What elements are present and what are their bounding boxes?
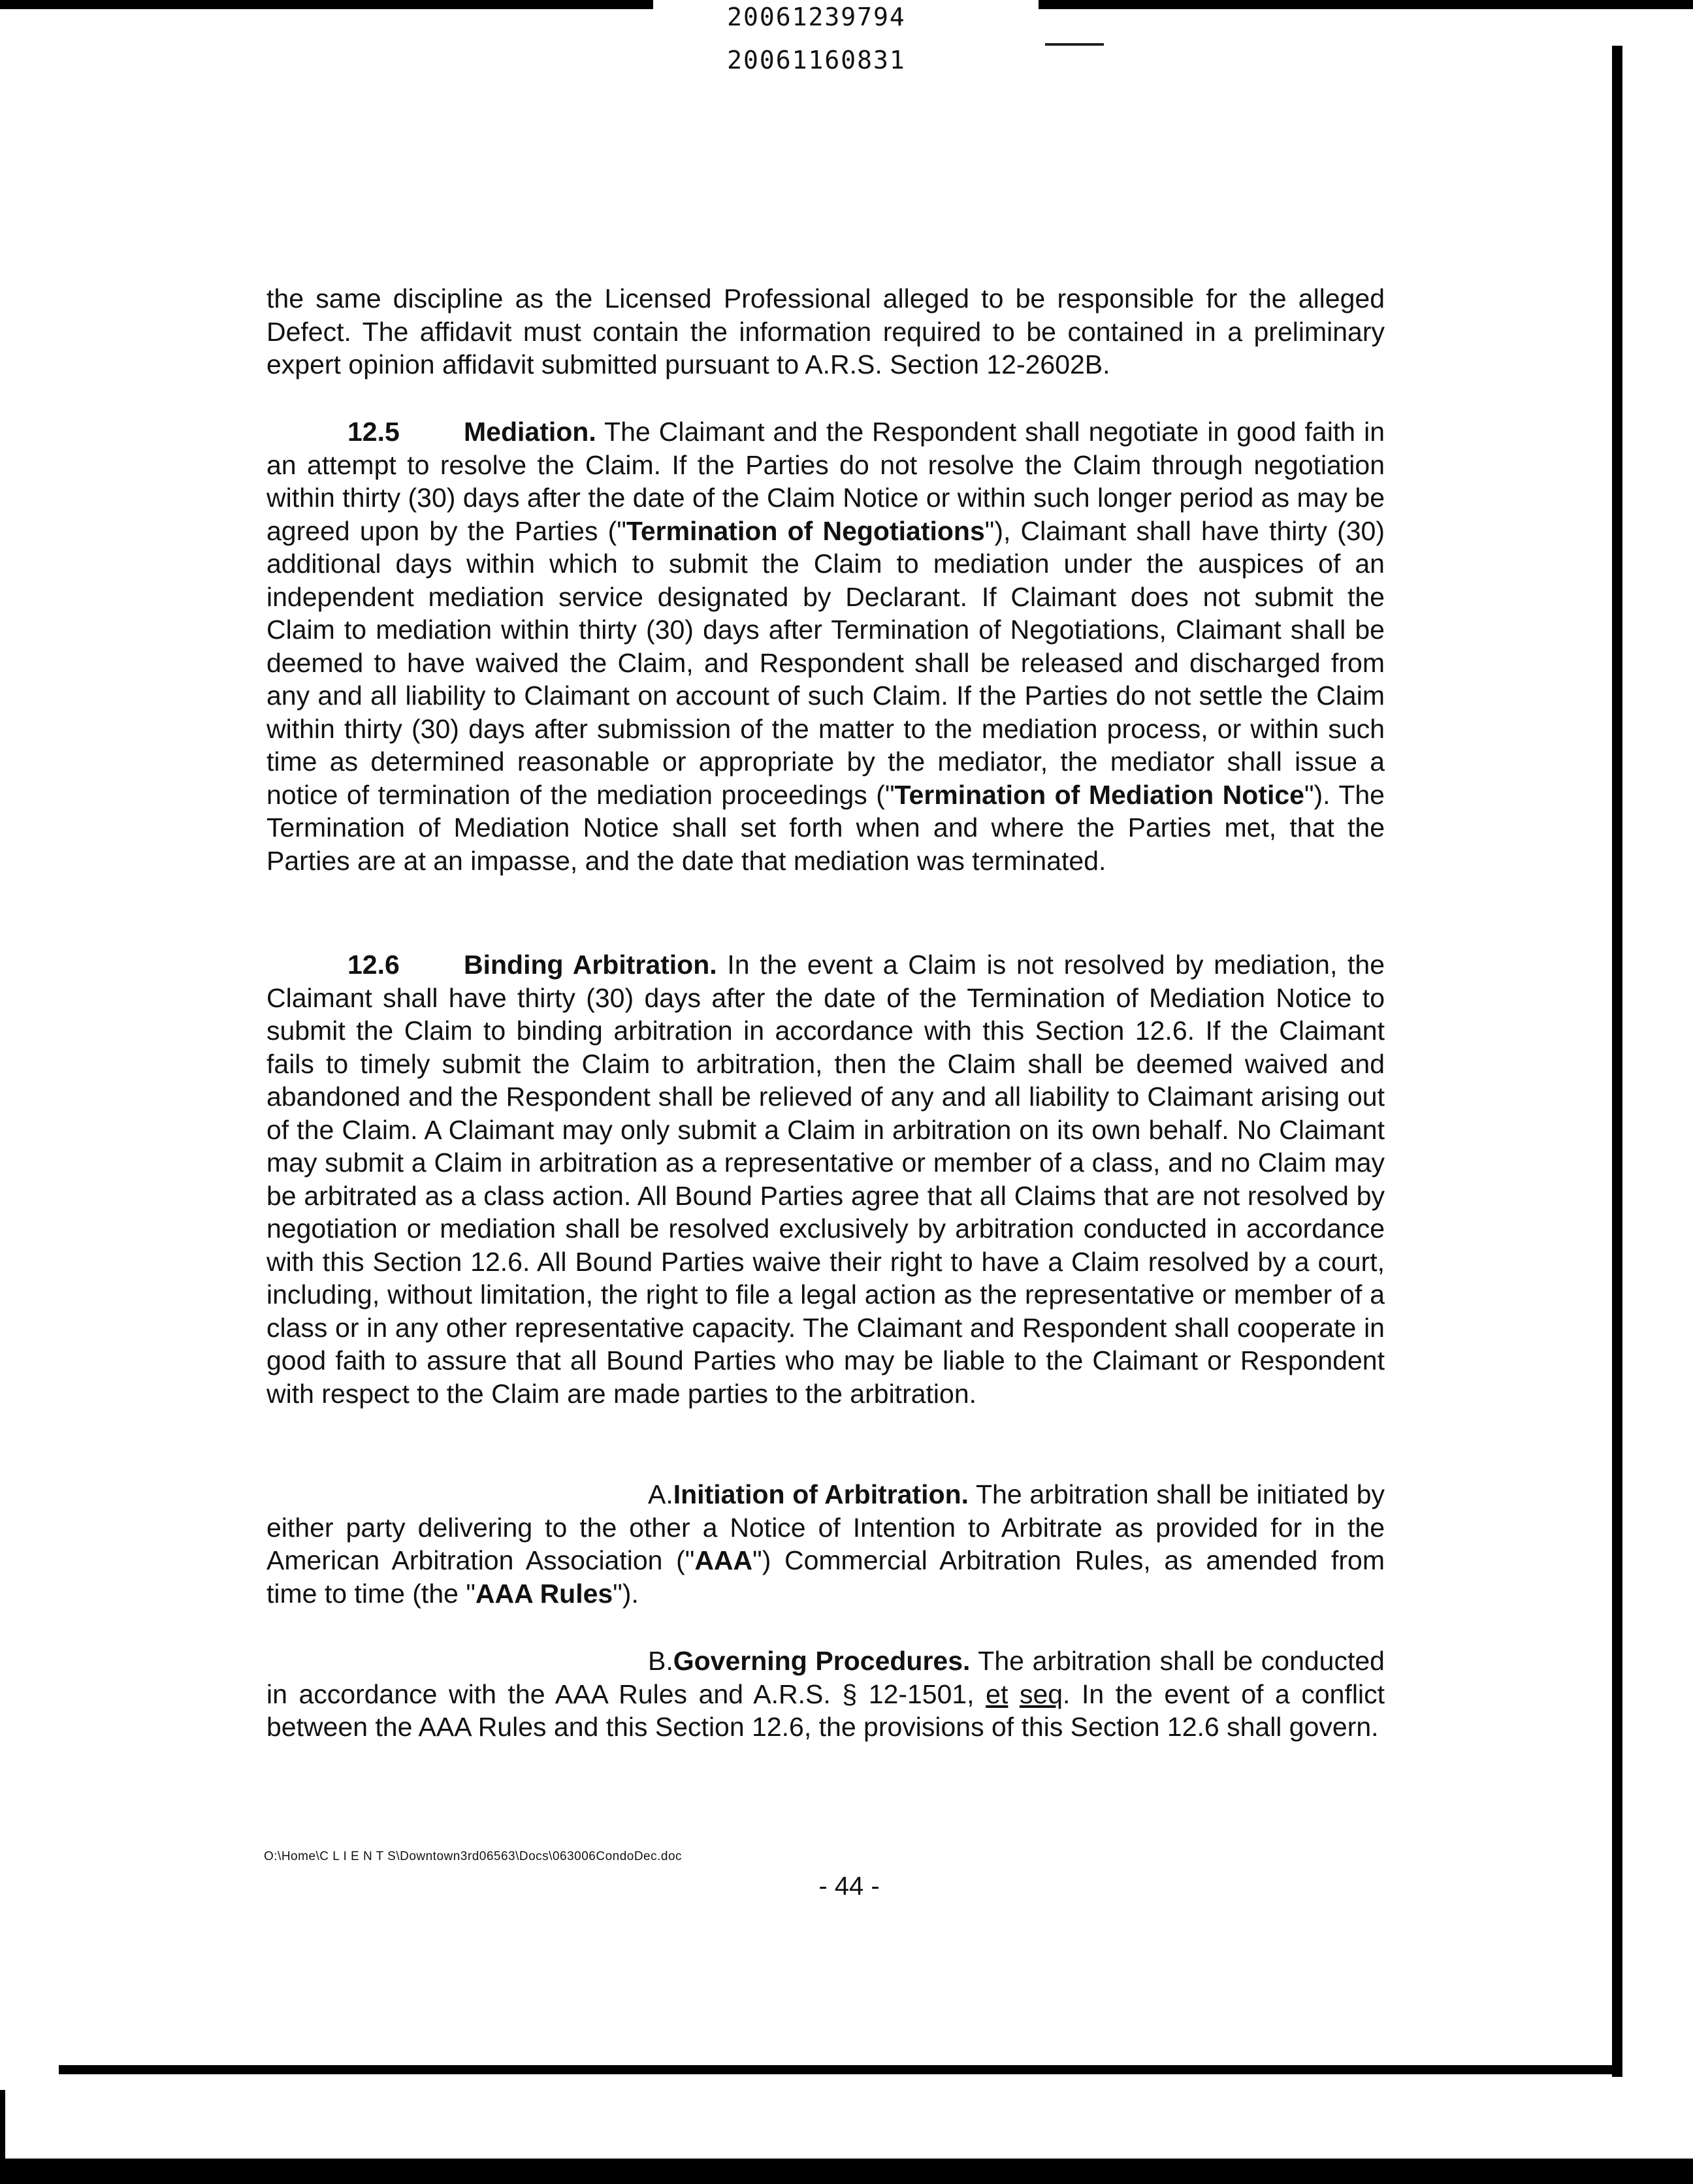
section-title: Binding Arbitration. bbox=[464, 950, 717, 980]
defined-term: Termination of Negotiations bbox=[626, 515, 985, 546]
section-12-5 bbox=[266, 415, 1385, 877]
scan-dash-mark bbox=[1045, 43, 1104, 46]
seq-underlined: seq bbox=[1019, 1678, 1063, 1709]
section-12-6 bbox=[266, 948, 1385, 1410]
subsection-text: The arbitration shall be conducted in accordance with the AAA Rules and A.R.S. § 12-1501, bbox=[266, 1646, 1385, 1709]
subsection-text: ") Commercial Arbitration Rules, as amended from time to time (the " bbox=[266, 1545, 1385, 1609]
subsection-b bbox=[266, 1645, 1385, 1744]
subsection-title: Governing Procedures. bbox=[673, 1646, 971, 1676]
subsection-text: The arbitration shall be initiated by either party delivering to the other a Notice of Intention to Arbitrate as provided for in the American Arbitration Association (" bbox=[266, 1479, 1385, 1575]
subsection-letter: A. bbox=[648, 1479, 673, 1509]
scan-border-top-left bbox=[0, 0, 653, 9]
scan-border-top-right bbox=[1039, 0, 1693, 9]
defined-term: AAA Rules bbox=[475, 1578, 613, 1609]
section-text: "). The Termination of Mediation Notice shall set forth when and where the Parties met, that the Parties are at an impasse, and the date that mediation was terminated. bbox=[266, 779, 1385, 876]
scan-border-bottom-line bbox=[59, 2065, 1622, 2074]
subsection-letter: B. bbox=[648, 1646, 673, 1676]
section-text: The Claimant and the Respondent shall negotiate in good faith in an attempt to resolve the Claim. If the Parties do not resolve the Claim through negotiation within thirty (30) days after the date of the Claim Notice or within such longer period as may be agreed upon by the Parties (" bbox=[266, 417, 1385, 546]
subsection-a bbox=[266, 1478, 1385, 1610]
defined-term: Termination of Mediation Notice bbox=[894, 779, 1304, 810]
scan-border-right bbox=[1612, 46, 1622, 2077]
section-text: In the event a Claim is not resolved by mediation, the Claimant shall have thirty (30) days after the date of the Termination of Mediation Notice to submit the Claim to binding arbitration in accordance with this Section 12.6. If the Claimant fails to timely submit the Claim to arbitration, then the Claim shall be deemed waived and abandoned and the Respondent shall be relieved of any and all liability to Claimant arising out of the Claim. A Claimant may only submit a Claim in arbitration on its own behalf. No Claimant may submit a Claim in arbitration as a representative or member of a class, and no Claim may be arbitrated as a class action. All Bound Parties agree that all Claims that are not resolved by negotiation or mediation shall be resolved exclusively by arbitration conducted in accordance with this Section 12.6. All Bound Parties waive their right to have a Claim resolved by a court, including, without limitation, the right to file a legal action as the representative or member of a class or in any other representative capacity. The Claimant and Respondent shall cooperate in good faith to assure that all Bound Parties who may be liable to the Claimant or Respondent with respect to the Claim are made parties to the arbitration. bbox=[266, 950, 1385, 1409]
recording-stamp-2: 20061160831 bbox=[727, 46, 906, 74]
section-number: 12.5 bbox=[347, 417, 400, 447]
subsection-text: . In the event of a conflict between the AAA Rules and this Section 12.6, the provisions of this Section 12.6 shall govern. bbox=[266, 1678, 1385, 1742]
scan-border-bottom bbox=[0, 2159, 1693, 2184]
document-file-path: O:\Home\C L I E N T S\Downtown3rd06563\Docs\063006CondoDec.doc bbox=[264, 1850, 683, 1863]
subsection-title: Initiation of Arbitration. bbox=[673, 1479, 969, 1509]
recording-stamp-1: 20061239794 bbox=[727, 3, 906, 31]
section-number: 12.6 bbox=[347, 950, 400, 980]
defined-term: AAA bbox=[694, 1545, 753, 1575]
page-number: - 44 - bbox=[818, 1872, 880, 1901]
et-underlined: et bbox=[986, 1678, 1008, 1709]
scan-border-left bbox=[0, 2090, 5, 2184]
section-title: Mediation. bbox=[464, 417, 596, 447]
continued-paragraph-text: the same discipline as the Licensed Professional alleged to be responsible for the alleged Defect. The affidavit must contain the information required to be contained in a preliminary expert opinion affidavit submitted pursuant to A.R.S. Section 12-2602B. bbox=[266, 283, 1385, 379]
section-text: "), Claimant shall have thirty (30) additional days within which to submit the Claim to mediation under the auspices of an independent mediation service designated by Declarant. If Claimant does not submit the Claim to mediation within thirty (30) days after Termination of Negotiations, Claimant shall be deemed to have waived the Claim, and Respondent shall be released and discharged from any and all liability to Claimant on account of such Claim. If the Parties do not settle the Claim within thirty (30) days after submission of the matter to the mediation process, or within such time as determined reasonable or appropriate by the mediator, the mediator shall issue a notice of termination of the mediation proceedings (" bbox=[266, 515, 1385, 810]
subsection-text: "). bbox=[613, 1578, 639, 1609]
continued-paragraph bbox=[266, 282, 1385, 381]
